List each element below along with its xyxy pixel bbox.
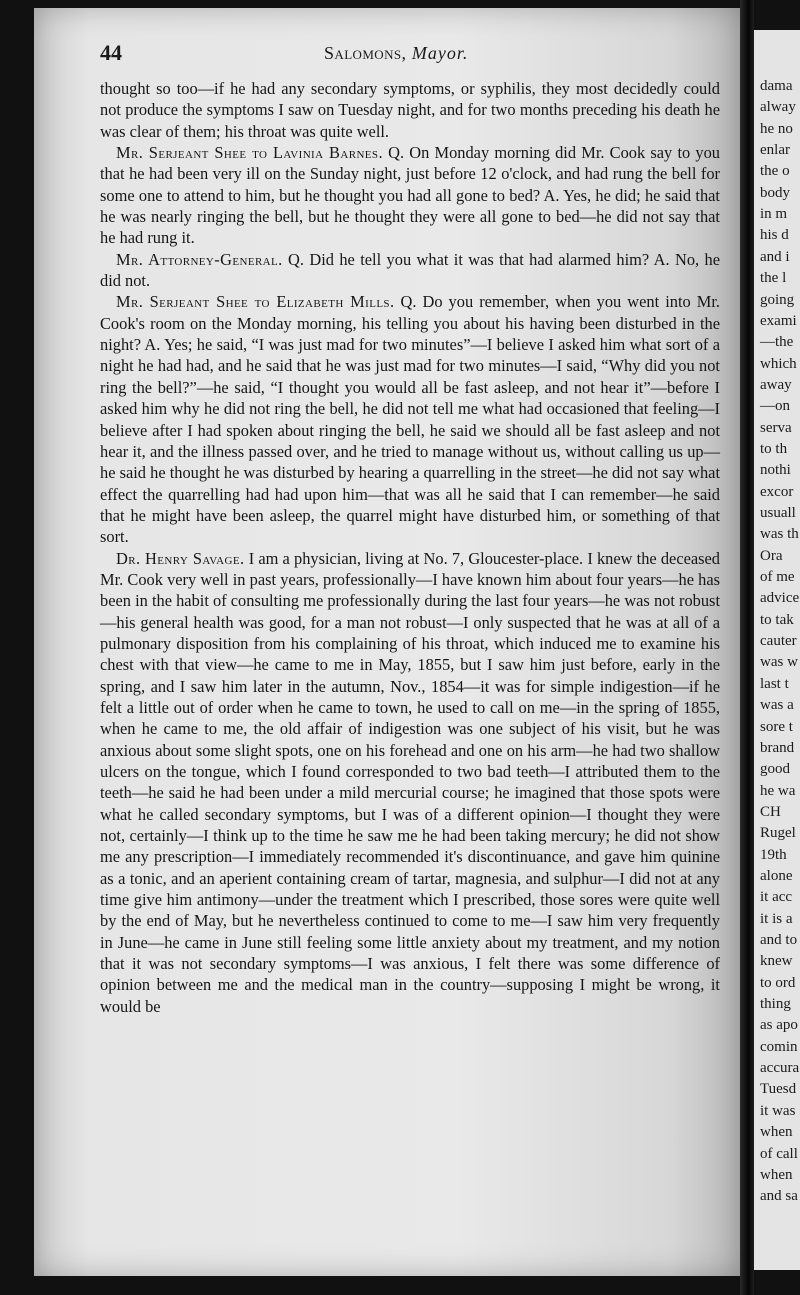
- running-head-title: Mayor.: [411, 43, 469, 63]
- facing-page-fragment: going: [760, 291, 795, 308]
- facing-page-fragment: it is a: [760, 910, 793, 927]
- paragraph-text: Q. Do you remember, when you went into Mr. Cook's room on the Monday morning, his telling you about his having been disturbed in the night? A. Yes; he said, “I was just mad for two minutes”—I believe I asked him what sort of a night he had had, and he said that he was just mad for two minutes—I said, “Why did you not ring the bell?”—he said, “I thought you would all be fast asleep, and not hear it”—before I asked him why he did not ring the bell, he did not tell me what had occasioned that feeling—I believe after I had spoken about ringing the bell, he said we should all be fast asleep and not hear it, and the illness passed over, and he tried to manage without us, without calling us up—he said he thought he was disturbed by hearing a quarrelling in the street—he did not say what effect the quarrelling had had upon him—that was all he said that I can remember—he said that he might have been asleep, the quarrel might have disturbed him, or something of that sort.: [100, 292, 720, 547]
- facing-page-fragment: thing: [760, 996, 791, 1013]
- facing-page-fragment: and i: [760, 248, 790, 265]
- facing-page-fragment: the o: [760, 163, 790, 180]
- facing-page-fragment: and to: [760, 932, 798, 948]
- paragraph-text: thought so too—if he had any secondary symptoms, or syphilis, they most decidedly could not produce the symptoms I saw on Tuesday night, and for two months preceding his death he was clear of them; his throat was quite well.: [100, 79, 720, 141]
- paragraph: [100, 291, 720, 547]
- facing-page-fragment: brand: [760, 739, 795, 756]
- facing-page-fragment: alway: [760, 99, 796, 116]
- facing-page-fragment: serva: [760, 419, 792, 436]
- facing-page-fragment: body: [760, 184, 790, 201]
- facing-page-fragment: excor: [760, 483, 794, 500]
- facing-page-fragment: in m: [760, 206, 788, 223]
- facing-page-fragment: dama: [760, 78, 793, 94]
- facing-page-edge: [754, 30, 800, 1270]
- facing-page-fragment: accura: [760, 1060, 800, 1077]
- facing-page-fragment: exami: [760, 312, 797, 329]
- book-gutter: [740, 0, 754, 1295]
- facing-page-fragment: the l: [760, 270, 787, 287]
- facing-page-fragment: enlar: [760, 142, 790, 159]
- facing-page-fragment: last t: [760, 675, 789, 692]
- paragraph: [100, 249, 720, 292]
- facing-page-fragment: which: [760, 355, 797, 372]
- paragraph: [100, 548, 720, 1018]
- facing-page-fragment: his d: [760, 227, 789, 244]
- facing-page-fragment: comin: [760, 1038, 798, 1055]
- facing-page-fragment: alone: [760, 867, 793, 884]
- facing-page-fragment: to th: [760, 440, 788, 457]
- speaker-label: Mr. Serjeant Shee to Elizabeth Mills.: [116, 292, 395, 312]
- facing-page-fragment: of call: [760, 1145, 798, 1162]
- facing-page-fragment: and sa: [760, 1188, 798, 1205]
- facing-page-fragment: Ora: [760, 547, 783, 564]
- facing-page-fragment: CH: [760, 803, 781, 820]
- facing-page-fragment: away: [760, 376, 792, 393]
- facing-page-fragment: was th: [760, 526, 799, 543]
- running-head: [324, 43, 468, 64]
- facing-page-fragment: it acc: [760, 889, 793, 906]
- paragraph-text: I am a physician, living at No. 7, Gloucester-place. I knew the deceased Mr. Cook very well in past years, professionally—I have known him about four years—he has been in the habit of consulting me professionally during the last four years—he was not robust—his general health was good, for a man not robust—I only suspected that he was at all of a pulmonary disposition from his complaining of his throat, which induced me to examine his chest with that view—he came to me in May, 1855, but I saw him just before, early in the spring, and I saw him later in the autumn, Nov., 1854—it was for simple indigestion—if he felt a little out of order when he came to town, he used to call on me—in the spring of 1855, when he came to me, the old affair of indigestion was one subject of his visit, but he was anxious about some slight spots, one on his forehead and one on his arm—he had two shallow ulcers on the tongue, which I found corresponded to two bad teeth—I attributed them to the teeth—he said he had been under a mild mercurial course; he imagined that those spots were what he called secondary symptoms, but I was of a different opinion—I thought they were not, certainly—I think up to the time he saw me he had been taking mercury; he did not show me any prescription—I immediately recommended it's discontinuance, and gave him quinine as a tonic, and an aperient containing cream of tartar, magnesia, and sulphur—I did not at any time give him antimony—under the treatment which I prescribed, those sores were quite well by the end of May, but he nevertheless continued to come to me—I saw him very frequently in June—he came in June still feeling some little anxiety about my treatment, and my notion that it was not secondary symptoms—I was anxious, I felt there was some difference of opinion between me and the medical man in the country—supposing I might be wrong, it would be: [100, 548, 720, 1016]
- facing-page-fragment: advice: [760, 590, 800, 607]
- page-number: 44: [100, 40, 122, 65]
- facing-page-fragment: nothi: [760, 462, 791, 479]
- facing-page-fragment: knew: [760, 953, 793, 970]
- facing-page-fragment: usuall: [760, 505, 796, 521]
- facing-page-fragment: 19th: [760, 846, 787, 863]
- speaker-label: Dr. Henry Savage.: [116, 548, 245, 568]
- running-head-name: Salomons,: [324, 43, 407, 63]
- facing-page-fragment: —on: [760, 398, 790, 415]
- facing-page-fragment: when: [760, 1124, 793, 1141]
- facing-page-fragment: he no: [760, 120, 793, 137]
- paragraph-text: Q. On Monday morning did Mr. Cook say to you that he had been very ill on the Sunday night, just before 12 o'clock, and had rung the bell for some one to attend to him, but he thought you had all gone to bed? A. Yes, he did; he said that he was nearly ringing the bell, but he thought they were all gone to bed—he did not say that he had rung it.: [100, 143, 720, 248]
- body-text: [100, 78, 720, 1017]
- facing-page-fragment: he wa: [760, 782, 796, 799]
- facing-page-fragment: good: [760, 761, 790, 778]
- facing-page-fragment: was a: [760, 697, 794, 714]
- facing-page-fragment: sore t: [760, 718, 793, 735]
- paragraph: [100, 78, 720, 142]
- facing-page-fragment: Tuesd: [760, 1081, 797, 1098]
- facing-page-fragment: Rugel: [760, 825, 796, 842]
- facing-page-fragment: to ord: [760, 974, 796, 991]
- facing-page-fragment: cauter: [760, 633, 797, 650]
- facing-page-fragment: it was: [760, 1102, 796, 1119]
- facing-page-fragment: of me: [760, 569, 795, 586]
- page-header: [100, 40, 720, 70]
- facing-page-fragment: was w: [760, 654, 798, 671]
- speaker-label: Mr. Serjeant Shee to Lavinia Barnes.: [116, 143, 383, 163]
- paragraph-text: Q. Did he tell you what it was that had alarmed him? A. No, he did not.: [100, 249, 720, 291]
- facing-page-fragment: —the: [760, 334, 794, 351]
- facing-page-fragment: when: [760, 1166, 793, 1183]
- paragraph: [100, 142, 720, 249]
- facing-page-fragment: as apo: [760, 1017, 798, 1034]
- speaker-label: Mr. Attorney-General.: [116, 249, 283, 269]
- facing-page-fragment: to tak: [760, 611, 794, 628]
